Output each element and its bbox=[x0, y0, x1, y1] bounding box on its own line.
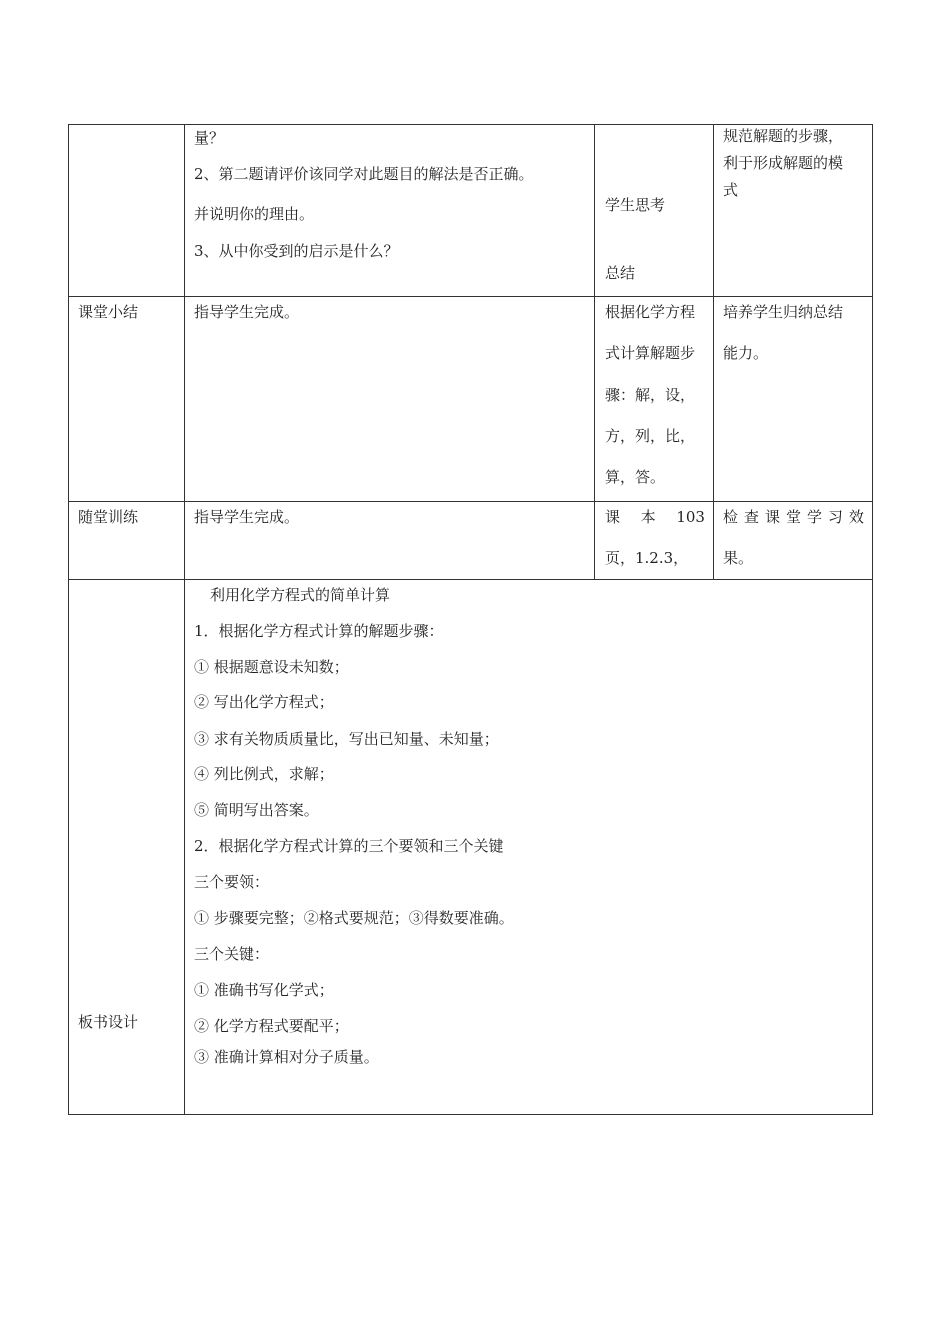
row3-student-word: 课 bbox=[605, 508, 621, 526]
board-line: 2．根据化学方程式计算的三个要领和三个关键 bbox=[194, 837, 504, 855]
row3-goal-char: 课 bbox=[764, 508, 780, 526]
board-line: ① 准确书写化学式； bbox=[194, 981, 334, 999]
row1-design-intent: 规范解题的步骤， bbox=[723, 127, 844, 145]
row3-label: 随堂训练 bbox=[78, 508, 139, 526]
row1-design-intent: 利于形成解题的模 bbox=[723, 154, 844, 172]
row3-goal-char: 学 bbox=[806, 508, 822, 526]
row2-student-line: 骤：解，设， bbox=[605, 386, 696, 404]
row3-student-word: 103 bbox=[676, 508, 705, 526]
row-divider-2 bbox=[68, 501, 873, 502]
row1-text-line: 量？ bbox=[194, 129, 225, 147]
row2-goal-line: 培养学生归纳总结 bbox=[723, 303, 844, 321]
row3-goal-char: 效 bbox=[848, 508, 864, 526]
row2-goal-line: 能力。 bbox=[723, 344, 769, 362]
row1-design-intent: 式 bbox=[723, 181, 739, 199]
row2-student-line: 算，答。 bbox=[605, 468, 666, 486]
row2-content: 指导学生完成。 bbox=[194, 303, 300, 321]
row3-content: 指导学生完成。 bbox=[194, 508, 300, 526]
board-line: ② 写出化学方程式； bbox=[194, 693, 334, 711]
table-border-right bbox=[872, 124, 873, 1115]
column-divider-3 bbox=[713, 124, 714, 580]
board-line: ④ 列比例式，求解； bbox=[194, 765, 334, 783]
row-divider-1 bbox=[68, 296, 873, 297]
row3-goal-char: 查 bbox=[743, 508, 759, 526]
board-line: 三个要领： bbox=[194, 873, 270, 891]
board-line: 1．根据化学方程式计算的解题步骤： bbox=[194, 622, 444, 640]
row3-goal-char: 检 bbox=[723, 508, 739, 526]
row3-goal-line: 果。 bbox=[723, 549, 754, 567]
row3-student-line: 页，1.2.3， bbox=[605, 549, 689, 567]
row2-student-line: 方，列，比， bbox=[605, 427, 696, 445]
board-title: 利用化学方程式的简单计算 bbox=[210, 586, 391, 604]
row3-goal-char: 习 bbox=[827, 508, 843, 526]
row2-student-line: 根据化学方程 bbox=[605, 303, 696, 321]
board-line: 三个关键： bbox=[194, 945, 270, 963]
row3-student-word: 本 bbox=[640, 508, 656, 526]
row3-goal-line bbox=[723, 507, 864, 527]
row4-label: 板书设计 bbox=[78, 1013, 139, 1031]
row3-goal-char: 堂 bbox=[785, 508, 801, 526]
table-border-left bbox=[68, 124, 69, 1115]
row2-label: 课堂小结 bbox=[78, 303, 139, 321]
row1-text-line: 并说明你的理由。 bbox=[194, 205, 315, 223]
board-line: ② 化学方程式要配平； bbox=[194, 1017, 349, 1035]
board-line: ③ 准确计算相对分子质量。 bbox=[194, 1048, 379, 1066]
column-divider-2 bbox=[594, 124, 595, 580]
row-divider-3 bbox=[68, 579, 873, 580]
row1-text-line: 3、从中你受到的启示是什么？ bbox=[194, 242, 399, 260]
board-line: ③ 求有关物质质量比，写出已知量、未知量； bbox=[194, 730, 499, 748]
board-line: ① 步骤要完整；②格式要规范；③得数要准确。 bbox=[194, 909, 514, 927]
column-divider-1 bbox=[184, 124, 185, 1115]
board-line: ① 根据题意设未知数； bbox=[194, 658, 349, 676]
board-line: ⑤ 简明写出答案。 bbox=[194, 801, 319, 819]
lesson-table bbox=[68, 124, 873, 1115]
row2-student-line: 式计算解题步 bbox=[605, 344, 696, 362]
table-border-top bbox=[68, 124, 873, 125]
row1-text-line: 2、第二题请评价该同学对此题目的解法是否正确。 bbox=[194, 165, 534, 183]
row3-student-line bbox=[605, 507, 705, 527]
table-border-bottom bbox=[68, 1114, 873, 1115]
row1-student-activity: 学生思考 bbox=[605, 196, 666, 214]
row1-student-activity: 总结 bbox=[605, 264, 636, 282]
